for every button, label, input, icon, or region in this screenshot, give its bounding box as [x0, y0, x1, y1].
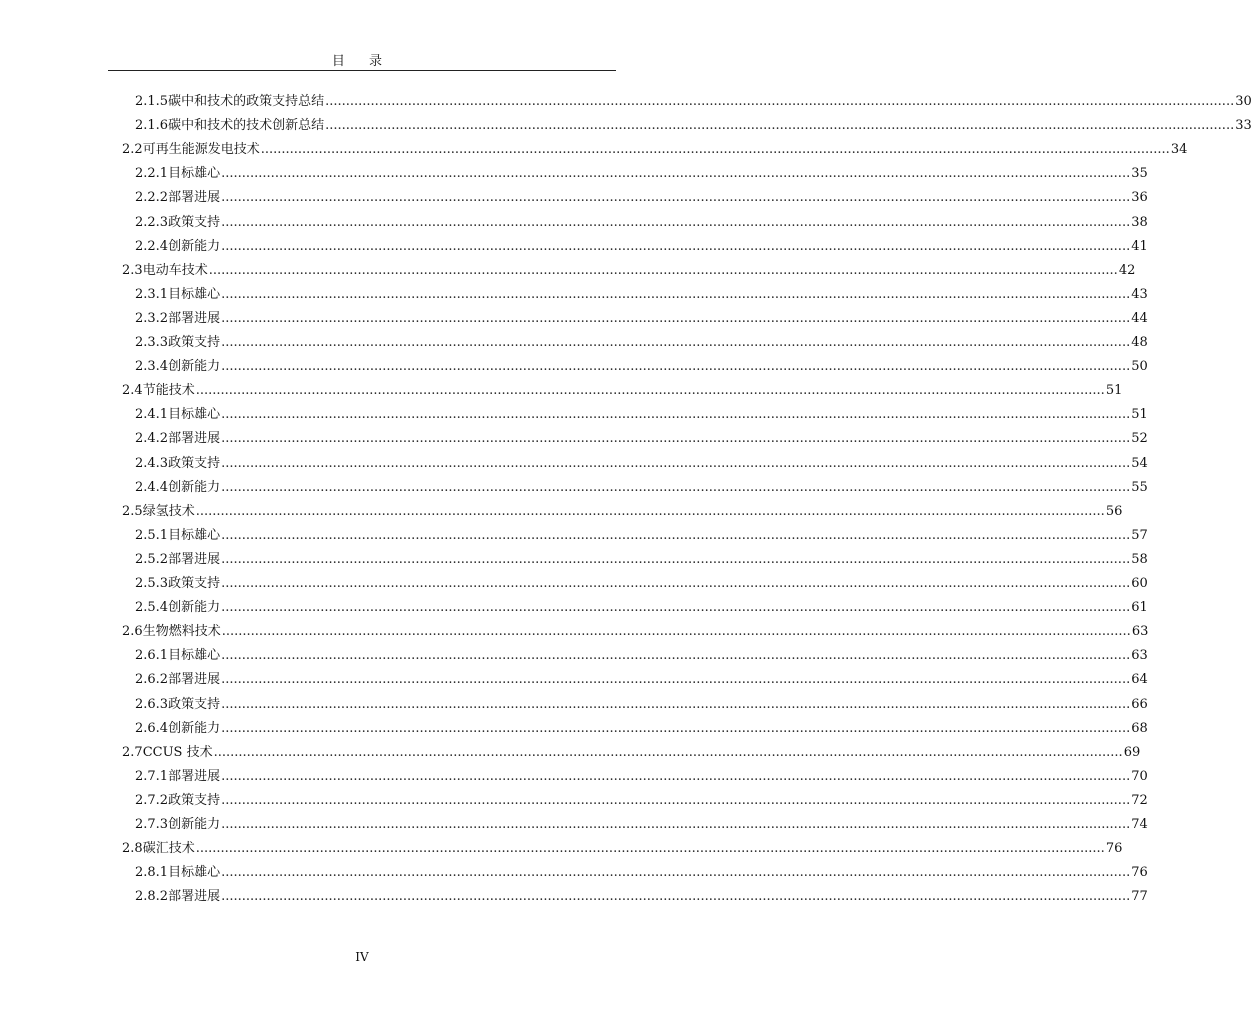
toc-entry[interactable] — [135, 476, 1148, 500]
toc-entry-title: 绿氢技术 — [142, 503, 195, 519]
toc-entry-number: 2.8 — [122, 841, 143, 857]
toc-entry-page: 60 — [1131, 576, 1148, 591]
toc-entry-page: 76 — [1131, 865, 1148, 881]
toc-entry-number: 2.8.2 — [135, 889, 169, 905]
toc-dot-leader: ............................................................................................................................................................................................................................ — [221, 359, 1131, 375]
toc-entry-number: 2.5.3 — [135, 576, 169, 591]
toc-entry[interactable] — [135, 211, 1148, 235]
toc-dot-leader: ............................................................................................................................................................................................................................ — [221, 720, 1131, 736]
toc-entry-page: 58 — [1131, 551, 1148, 567]
toc-entry[interactable] — [122, 837, 1123, 861]
toc-entry[interactable] — [122, 500, 1123, 524]
toc-entry-title: 碳中和技术的政策支持总结 — [168, 94, 325, 109]
toc-entry-number: 2.7.3 — [135, 817, 169, 832]
toc-dot-leader: ............................................................................................................................................................................................................................ — [221, 551, 1131, 567]
toc-entry[interactable] — [135, 885, 1148, 909]
toc-entry-title: 节能技术 — [142, 383, 195, 399]
toc-dot-leader: ............................................................................................................................................................................................................................ — [221, 527, 1131, 543]
toc-entry-title: 目标雄心 — [168, 407, 221, 423]
toc-entry-number: 2.6.4 — [135, 720, 169, 736]
toc-entry[interactable] — [135, 331, 1148, 355]
toc-entry-title: 部署进展 — [168, 431, 221, 447]
toc-dot-leader: ............................................................................................................................................................................................................................ — [195, 383, 1105, 399]
toc-entry-page: 61 — [1131, 600, 1148, 616]
toc-entry-number: 2.3.4 — [135, 359, 169, 375]
toc-dot-leader: ............................................................................................................................................................................................................................ — [221, 768, 1131, 784]
toc-entry-number: 2.5.4 — [135, 600, 169, 616]
toc-entry-page: 30 — [1235, 94, 1252, 109]
toc-entry-title: 生物燃料技术 — [142, 624, 221, 640]
toc-entry-number: 2.4.1 — [135, 407, 169, 423]
toc-entry-page: 63 — [1131, 624, 1149, 640]
toc-dot-leader: ............................................................................................................................................................................................................................ — [208, 262, 1118, 278]
toc-dot-leader: ............................................................................................................................................................................................................................ — [325, 118, 1235, 134]
toc-entry-number: 2.7.1 — [135, 768, 169, 784]
toc-entry-number: 2.6 — [122, 624, 143, 640]
toc-dot-leader: ............................................................................................................................................................................................................................ — [221, 238, 1131, 254]
toc-entry-page: 38 — [1131, 214, 1148, 230]
toc-entry[interactable] — [135, 283, 1148, 307]
toc-entry-number: 2.2.2 — [135, 190, 169, 206]
toc-entry-number: 2.1.5 — [135, 94, 169, 109]
toc-entry-number: 2.3.1 — [135, 286, 169, 302]
toc-entry-page: 42 — [1118, 262, 1136, 278]
toc-entry[interactable] — [122, 620, 1149, 644]
toc-entry[interactable] — [135, 186, 1148, 210]
toc-entry-number: 2.5 — [122, 503, 143, 519]
toc-dot-leader: ............................................................................................................................................................................................................................ — [221, 648, 1131, 664]
toc-dot-leader: ............................................................................................................................................................................................................................ — [221, 624, 1131, 640]
toc-entry-title: 政策支持 — [168, 455, 221, 471]
toc-entry-page: 64 — [1131, 672, 1148, 688]
toc-entry-number: 2.3 — [122, 262, 143, 278]
toc-entry-page: 69 — [1123, 744, 1141, 760]
toc-entry-number: 2.6.3 — [135, 696, 169, 712]
toc-entry-page: 36 — [1131, 190, 1148, 206]
toc-entry[interactable] — [135, 427, 1148, 451]
toc-entry[interactable] — [122, 138, 1188, 162]
toc-dot-leader: ............................................................................................................................................................................................................................ — [221, 166, 1131, 182]
toc-entry-page: 66 — [1131, 696, 1148, 712]
toc-entry[interactable] — [135, 162, 1148, 186]
toc-entry-title: 可再生能源发电技术 — [142, 142, 260, 158]
toc-entry-page: 34 — [1170, 142, 1188, 158]
toc-entry[interactable] — [135, 596, 1148, 620]
toc-entry-number: 2.4 — [122, 383, 143, 399]
toc-entry-number: 2.7.2 — [135, 792, 169, 808]
toc-entry[interactable] — [135, 90, 1252, 114]
header-rule — [108, 70, 616, 71]
toc-entry-number: 2.3.2 — [135, 310, 169, 326]
toc-dot-leader: ............................................................................................................................................................................................................................ — [221, 190, 1131, 206]
toc-entry-page: 57 — [1131, 527, 1148, 543]
toc-entry-title: 创新能力 — [168, 600, 221, 616]
toc-entry-title: 部署进展 — [168, 768, 221, 784]
toc-dot-leader: ............................................................................................................................................................................................................................ — [221, 817, 1131, 832]
toc-entry[interactable] — [135, 644, 1148, 668]
toc-dot-leader: ............................................................................................................................................................................................................................ — [221, 286, 1131, 302]
toc-dot-leader: ............................................................................................................................................................................................................................ — [221, 431, 1131, 447]
toc-entry-page: 48 — [1131, 335, 1148, 350]
toc-dot-leader: ............................................................................................................................................................................................................................ — [221, 696, 1131, 712]
toc-entry-number: 2.1.6 — [135, 118, 169, 134]
toc-entry-title: 目标雄心 — [168, 648, 221, 664]
toc-entry-title: 碳汇技术 — [142, 841, 195, 857]
toc-dot-leader: ............................................................................................................................................................................................................................ — [221, 214, 1131, 230]
toc-entry[interactable] — [135, 114, 1252, 138]
toc-entry-title: 政策支持 — [168, 696, 221, 712]
toc-entry-page: 52 — [1131, 431, 1148, 447]
toc-dot-leader: ............................................................................................................................................................................................................................ — [221, 600, 1131, 616]
toc-entry[interactable] — [135, 693, 1148, 717]
toc-entry-number: 2.4.3 — [135, 455, 169, 471]
toc-entry-title: CCUS 技术 — [142, 744, 213, 760]
toc-entry[interactable] — [122, 741, 1141, 765]
toc-entry-number: 2.6.1 — [135, 648, 169, 664]
toc-entry-title: 部署进展 — [168, 190, 221, 206]
toc-entry-page: 56 — [1105, 503, 1123, 519]
toc-entry-page: 43 — [1131, 286, 1148, 302]
toc-dot-leader: ............................................................................................................................................................................................................................ — [260, 142, 1170, 158]
toc-entry[interactable] — [135, 524, 1148, 548]
toc-entry[interactable] — [135, 861, 1148, 885]
toc-entry-number: 2.8.1 — [135, 865, 169, 881]
toc-dot-leader: ............................................................................................................................................................................................................................ — [221, 455, 1131, 471]
toc-entry[interactable] — [122, 259, 1136, 283]
toc-dot-leader: ............................................................................................................................................................................................................................ — [221, 407, 1131, 423]
toc-entry[interactable] — [135, 452, 1148, 476]
toc-entry-page: 50 — [1131, 359, 1148, 375]
toc-dot-leader: ............................................................................................................................................................................................................................ — [221, 792, 1131, 808]
toc-entry-title: 创新能力 — [168, 359, 221, 375]
toc-entry-number: 2.3.3 — [135, 335, 169, 350]
toc-entry[interactable] — [135, 813, 1148, 837]
toc-dot-leader: ............................................................................................................................................................................................................................ — [221, 865, 1131, 881]
toc-dot-leader: ............................................................................................................................................................................................................................ — [213, 744, 1123, 760]
toc-entry-title: 部署进展 — [168, 551, 221, 567]
toc-dot-leader: ............................................................................................................................................................................................................................ — [195, 841, 1105, 857]
toc-entry-page: 74 — [1131, 817, 1148, 832]
toc-dot-leader: ............................................................................................................................................................................................................................ — [221, 576, 1131, 591]
toc-entry-number: 2.4.4 — [135, 479, 169, 495]
toc-entry-number: 2.4.2 — [135, 431, 169, 447]
toc-dot-leader: ............................................................................................................................................................................................................................ — [221, 672, 1131, 688]
toc-entry[interactable] — [135, 307, 1148, 331]
toc-dot-leader: ............................................................................................................................................................................................................................ — [221, 479, 1131, 495]
toc-entry-page: 51 — [1131, 407, 1148, 423]
toc-entry-page: 44 — [1131, 310, 1148, 326]
toc-entry-title: 创新能力 — [168, 817, 221, 832]
toc-entry-number: 2.2.4 — [135, 238, 169, 254]
toc-entry-title: 目标雄心 — [168, 865, 221, 881]
toc-entry-title: 部署进展 — [168, 310, 221, 326]
toc-entry-title: 目标雄心 — [168, 286, 221, 302]
toc-entry-title: 电动车技术 — [142, 262, 208, 278]
toc-entry-page: 68 — [1131, 720, 1148, 736]
page-number: IV — [355, 950, 369, 964]
toc-entry-title: 政策支持 — [168, 335, 221, 350]
toc-dot-leader: ............................................................................................................................................................................................................................ — [221, 335, 1131, 350]
toc-entry[interactable] — [122, 379, 1123, 403]
toc-entry-page: 77 — [1131, 889, 1148, 905]
toc-dot-leader: ............................................................................................................................................................................................................................ — [221, 310, 1131, 326]
toc-entry-page: 35 — [1131, 166, 1148, 182]
toc-entry-number: 2.5.2 — [135, 551, 169, 567]
toc-entry-title: 部署进展 — [168, 889, 221, 905]
page-header-title: 目 录 — [331, 54, 393, 69]
toc-entry-number: 2.6.2 — [135, 672, 169, 688]
toc-entry-page: 70 — [1131, 768, 1148, 784]
toc-entry-title: 部署进展 — [168, 672, 221, 688]
toc-entry[interactable] — [135, 572, 1148, 596]
toc-entry-page: 72 — [1131, 792, 1148, 808]
toc-entry-title: 政策支持 — [168, 792, 221, 808]
toc-entry-title: 目标雄心 — [168, 166, 221, 182]
toc-dot-leader: ............................................................................................................................................................................................................................ — [325, 94, 1235, 109]
toc-entry[interactable] — [135, 765, 1148, 789]
toc-entry-title: 政策支持 — [168, 576, 221, 591]
toc-entry-page: 51 — [1105, 383, 1123, 399]
toc-entry[interactable] — [135, 548, 1148, 572]
toc-entry-number: 2.5.1 — [135, 527, 169, 543]
toc-dot-leader: ............................................................................................................................................................................................................................ — [221, 889, 1131, 905]
toc-entry[interactable] — [135, 717, 1148, 741]
toc-entry-page: 54 — [1131, 455, 1148, 471]
toc-entry-title: 创新能力 — [168, 479, 221, 495]
toc-entry[interactable] — [135, 403, 1148, 427]
toc-entry-number: 2.7 — [122, 744, 143, 760]
toc-entry-title: 政策支持 — [168, 214, 221, 230]
toc-entry[interactable] — [135, 355, 1148, 379]
toc-entry-page: 55 — [1131, 479, 1148, 495]
toc-entry-title: 创新能力 — [168, 720, 221, 736]
toc-entry-number: 2.2.3 — [135, 214, 169, 230]
toc-entry-number: 2.2 — [122, 142, 143, 158]
toc-entry-number: 2.2.1 — [135, 166, 169, 182]
toc-entry-page: 76 — [1105, 841, 1123, 857]
toc-dot-leader: ............................................................................................................................................................................................................................ — [195, 503, 1105, 519]
toc-entry[interactable] — [135, 235, 1148, 259]
toc-entry[interactable] — [135, 789, 1148, 813]
toc-entry-page: 33 — [1235, 118, 1252, 134]
toc-entry-title: 碳中和技术的技术创新总结 — [168, 118, 325, 134]
toc-entry[interactable] — [135, 668, 1148, 692]
toc-entry-title: 创新能力 — [168, 238, 221, 254]
toc-entry-page: 63 — [1131, 648, 1148, 664]
toc-entry-title: 目标雄心 — [168, 527, 221, 543]
toc-entry-page: 41 — [1131, 238, 1148, 254]
